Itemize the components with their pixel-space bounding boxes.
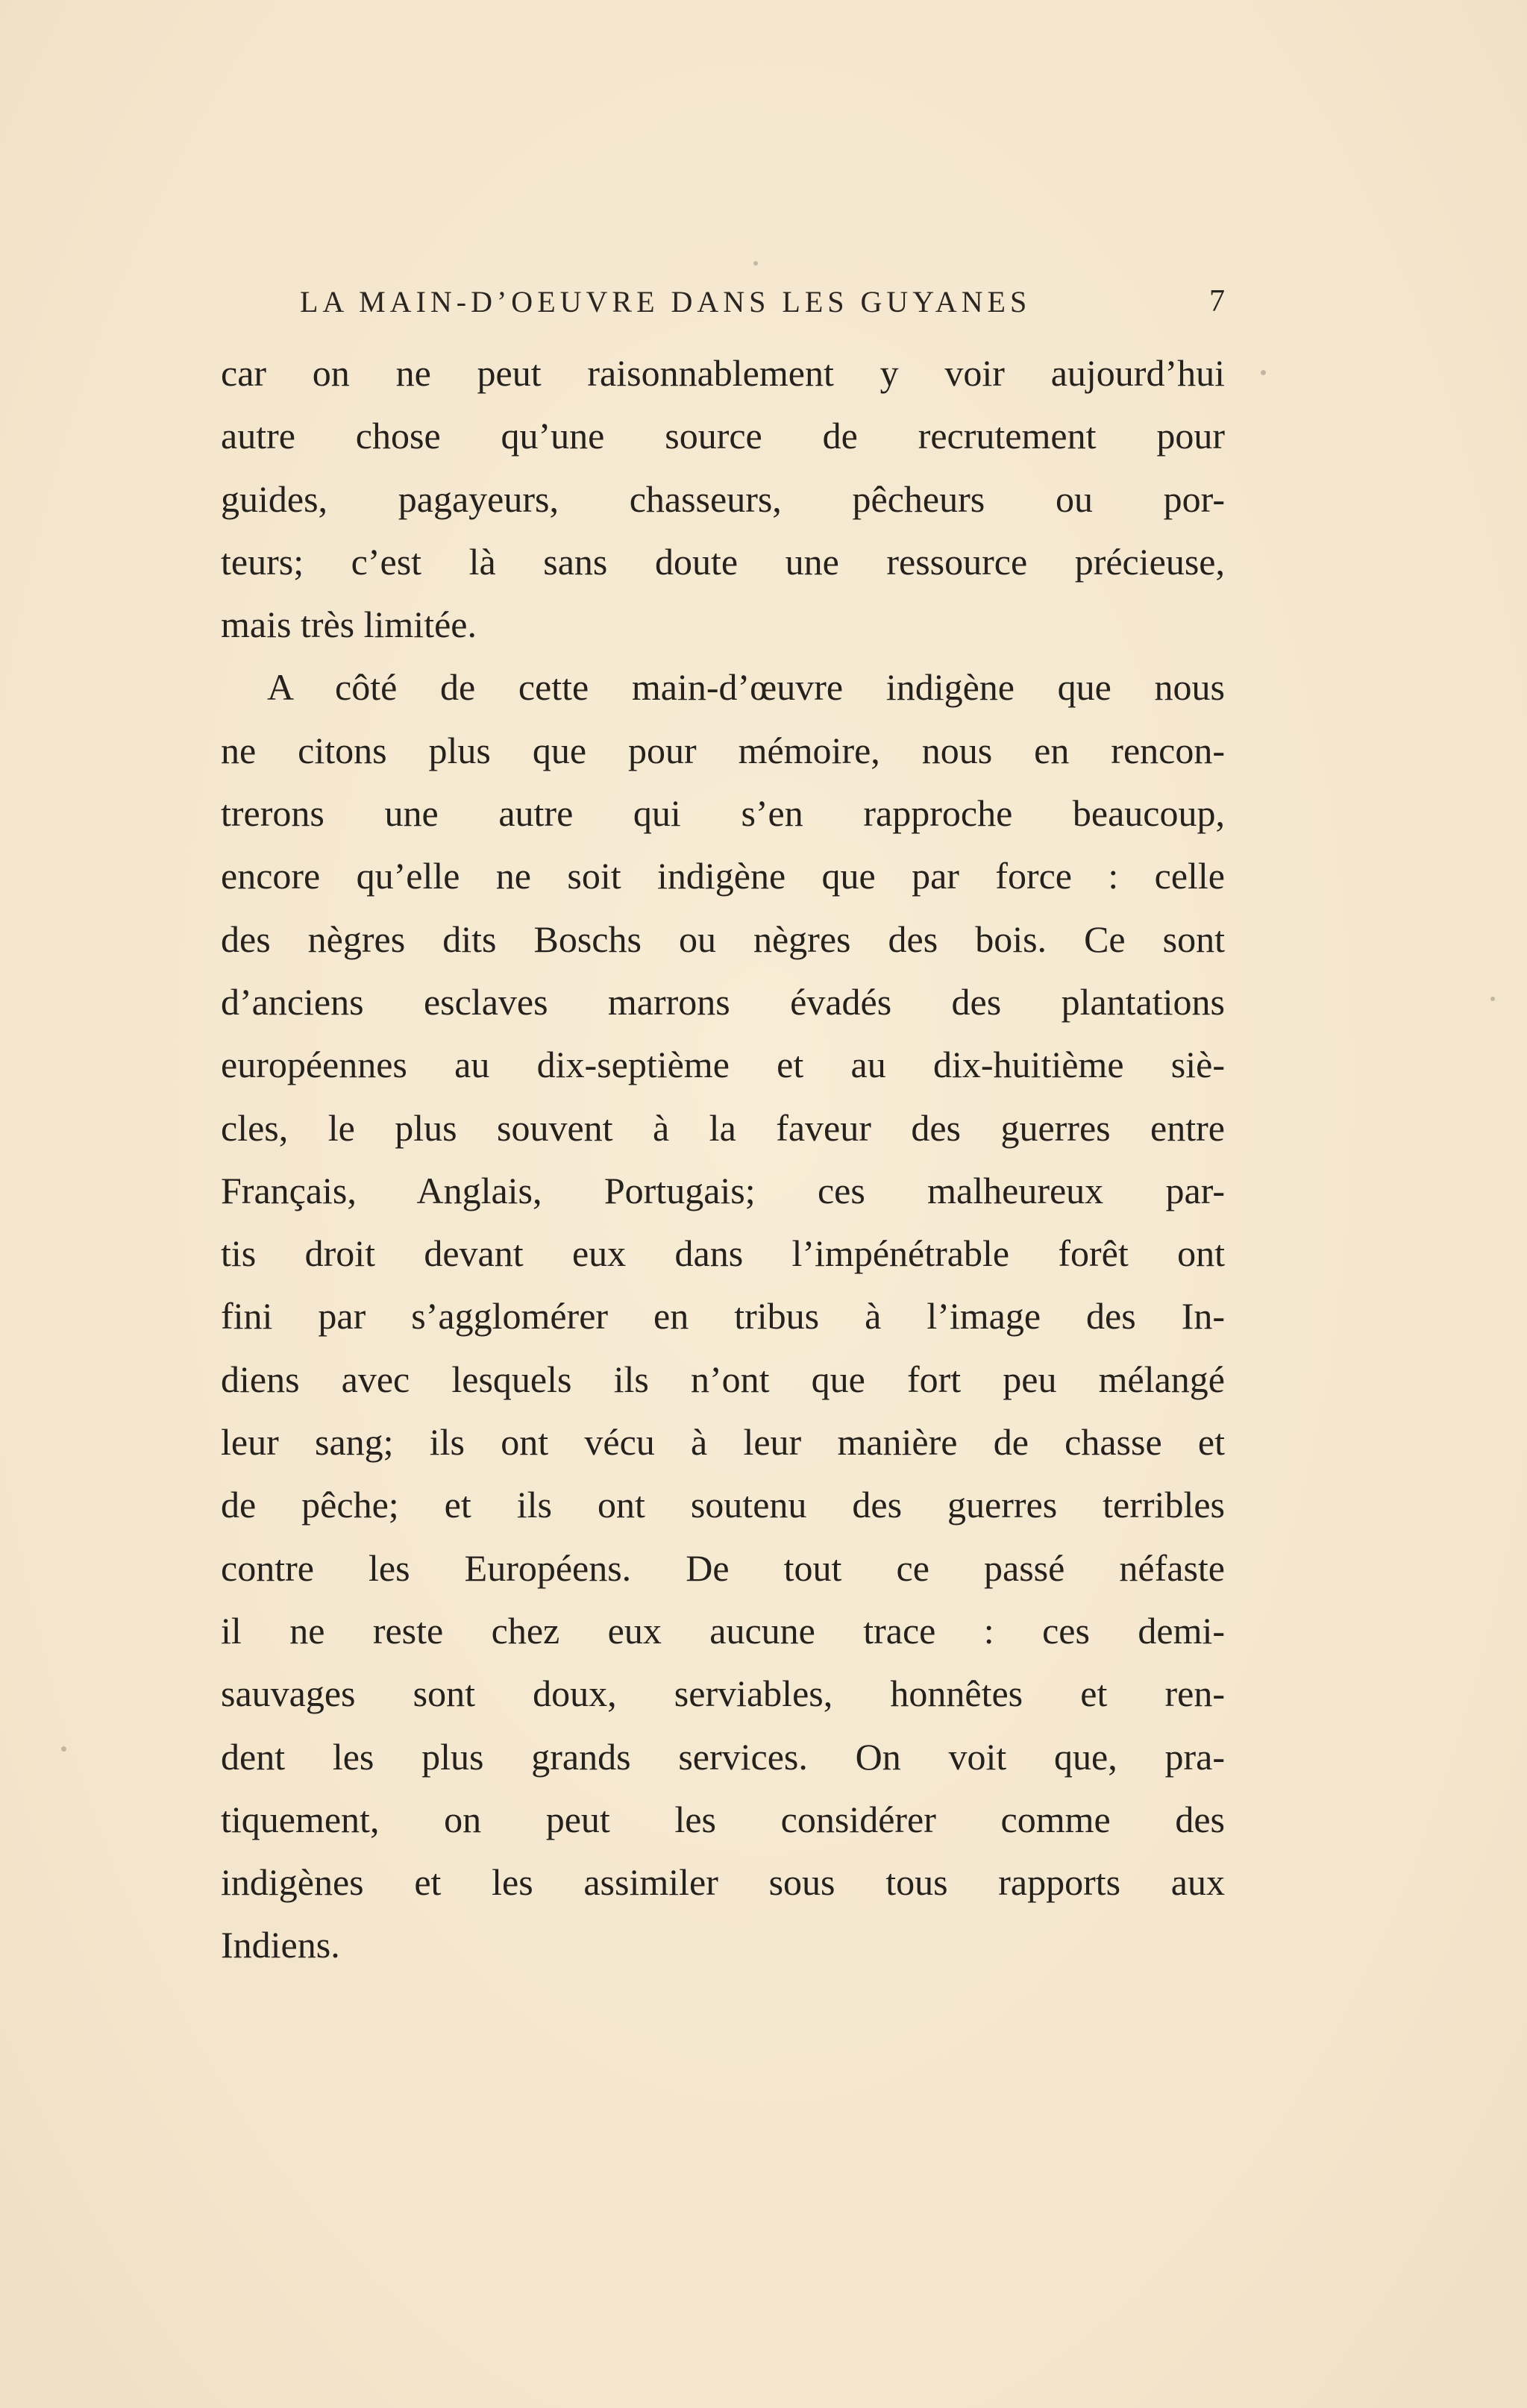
- running-head: [300, 278, 1225, 325]
- running-title: LA MAIN-D’OEUVRE DANS LES GUYANES: [300, 284, 1032, 319]
- text-line: diens avec lesquels ils n’ont que fort peu mélangé: [221, 1358, 1225, 1400]
- text-line: trerons une autre qui s’en rapproche beaucoup,: [221, 792, 1225, 835]
- text-line: encore qu’elle ne soit indigène que par force : celle: [221, 855, 1225, 897]
- body-text: [221, 342, 1225, 1977]
- paper-speck: [1261, 370, 1266, 375]
- text-line: A côté de cette main-d’œuvre indigène que nous: [267, 666, 1225, 709]
- page-number: 7: [1209, 284, 1225, 319]
- text-line: il ne reste chez eux aucune trace : ces demi-: [221, 1609, 1225, 1652]
- text-line: sauvages sont doux, serviables, honnêtes et ren-: [221, 1672, 1225, 1715]
- paper-speck: [1490, 997, 1495, 1001]
- text-line: dent les plus grands services. On voit que, pra-: [221, 1735, 1225, 1778]
- text-line: des nègres dits Boschs ou nègres des bois. Ce sont: [221, 918, 1225, 960]
- text-line: indigènes et les assimiler sous tous rapports aux: [221, 1861, 1225, 1904]
- text-line: européennes au dix-septième et au dix-huitième siè-: [221, 1044, 1225, 1086]
- text-line: Indiens.: [221, 1924, 340, 1966]
- text-line: cles, le plus souvent à la faveur des guerres entre: [221, 1106, 1225, 1149]
- text-line: teurs; c’est là sans doute une ressource précieuse,: [221, 540, 1225, 583]
- text-line: mais très limitée.: [221, 603, 477, 646]
- paper-speck: [753, 261, 758, 266]
- text-line: leur sang; ils ont vécu à leur manière de chasse et: [221, 1421, 1225, 1464]
- paper-speck: [61, 1746, 66, 1752]
- text-line: de pêche; et ils ont soutenu des guerres terribles: [221, 1484, 1225, 1526]
- text-line: autre chose qu’une source de recrutement pour: [221, 415, 1225, 457]
- text-line: fini par s’agglomérer en tribus à l’image des In-: [221, 1295, 1225, 1338]
- text-line: Français, Anglais, Portugais; ces malheureux par-: [221, 1169, 1225, 1211]
- text-line: d’anciens esclaves marrons évadés des plantations: [221, 980, 1225, 1023]
- text-line: guides, pagayeurs, chasseurs, pêcheurs ou por-: [221, 477, 1225, 520]
- text-line: ne citons plus que pour mémoire, nous en rencon-: [221, 729, 1225, 771]
- text-line: contre les Européens. De tout ce passé néfaste: [221, 1546, 1225, 1589]
- text-line: car on ne peut raisonnablement y voir aujourd’hui: [221, 352, 1225, 394]
- text-line: tiquement, on peut les considérer comme des: [221, 1798, 1225, 1840]
- text-line: tis droit devant eux dans l’impénétrable forêt ont: [221, 1232, 1225, 1275]
